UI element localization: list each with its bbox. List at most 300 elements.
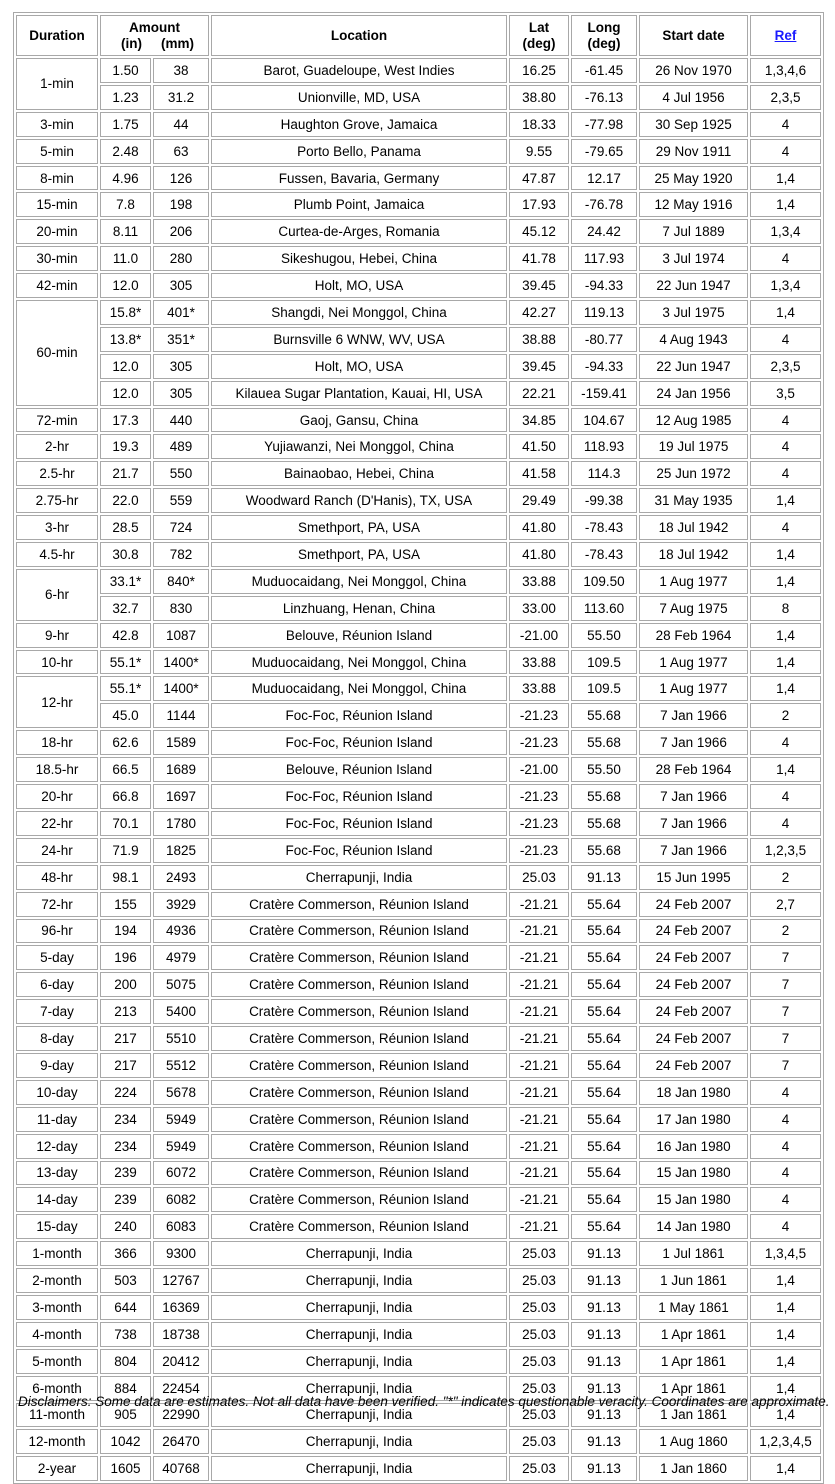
lat-cell: 18.33 — [509, 112, 569, 137]
lat-cell: 9.55 — [509, 139, 569, 164]
lat-cell: 25.03 — [509, 1376, 569, 1401]
ref-cell: 4 — [750, 461, 821, 486]
table-row — [16, 1456, 821, 1481]
start-date-cell: 18 Jan 1980 — [639, 1080, 748, 1105]
lat-cell: 25.03 — [509, 865, 569, 890]
header-amount-mm: (mm) — [161, 35, 194, 51]
table-row — [16, 1161, 821, 1186]
lat-cell: 25.03 — [509, 1403, 569, 1428]
start-date-cell: 7 Jul 1889 — [639, 219, 748, 244]
table-row — [16, 1053, 821, 1078]
location-cell: Cherrapunji, India — [211, 1349, 507, 1374]
long-cell: 55.68 — [571, 730, 637, 755]
location-cell: Cherrapunji, India — [211, 1376, 507, 1401]
duration-cell: 30-min — [16, 246, 98, 271]
start-date-cell: 1 Apr 1861 — [639, 1322, 748, 1347]
location-cell: Cherrapunji, India — [211, 1429, 507, 1454]
long-cell: -77.98 — [571, 112, 637, 137]
amount-mm-cell: 31.2 — [153, 85, 209, 110]
amount-mm-cell: 44 — [153, 112, 209, 137]
amount-mm-cell: 6072 — [153, 1161, 209, 1186]
lat-cell: -21.00 — [509, 757, 569, 782]
lat-cell: 17.93 — [509, 192, 569, 217]
location-cell: Barot, Guadeloupe, West Indies — [211, 58, 507, 83]
long-cell: 91.13 — [571, 1295, 637, 1320]
lat-cell: -21.23 — [509, 811, 569, 836]
table-row — [16, 730, 821, 755]
amount-mm-cell: 1825 — [153, 838, 209, 863]
rainfall-records-table — [13, 12, 824, 1484]
table-row — [16, 300, 821, 325]
amount-mm-cell: 9300 — [153, 1241, 209, 1266]
location-cell: Curtea-de-Arges, Romania — [211, 219, 507, 244]
location-cell: Cratère Commerson, Réunion Island — [211, 1161, 507, 1186]
long-cell: 91.13 — [571, 1322, 637, 1347]
long-cell: -76.13 — [571, 85, 637, 110]
ref-cell: 4 — [750, 515, 821, 540]
duration-cell: 5-day — [16, 945, 98, 970]
amount-mm-cell: 16369 — [153, 1295, 209, 1320]
duration-cell: 4-month — [16, 1322, 98, 1347]
long-cell: 12.17 — [571, 166, 637, 191]
start-date-cell: 1 Apr 1861 — [639, 1349, 748, 1374]
long-cell: 91.13 — [571, 1268, 637, 1293]
amount-mm-cell: 1689 — [153, 757, 209, 782]
table-row — [16, 112, 821, 137]
amount-mm-cell: 206 — [153, 219, 209, 244]
lat-cell: 33.88 — [509, 650, 569, 675]
long-cell: 91.13 — [571, 1349, 637, 1374]
location-cell: Yujiawanzi, Nei Monggol, China — [211, 434, 507, 459]
table-row — [16, 811, 821, 836]
ref-cell: 1,3,4 — [750, 273, 821, 298]
duration-cell: 72-hr — [16, 892, 98, 917]
amount-mm-cell: 4979 — [153, 945, 209, 970]
start-date-cell: 1 Jan 1861 — [639, 1403, 748, 1428]
location-cell: Cratère Commerson, Réunion Island — [211, 999, 507, 1024]
amount-in-cell: 12.0 — [100, 273, 151, 298]
amount-in-cell: 70.1 — [100, 811, 151, 836]
ref-cell: 1,4 — [750, 623, 821, 648]
long-cell: -78.43 — [571, 515, 637, 540]
amount-in-cell: 196 — [100, 945, 151, 970]
location-cell: Holt, MO, USA — [211, 354, 507, 379]
ref-cell: 1,4 — [750, 1268, 821, 1293]
lat-cell: 25.03 — [509, 1241, 569, 1266]
ref-cell: 8 — [750, 596, 821, 621]
amount-in-cell: 1042 — [100, 1429, 151, 1454]
long-cell: 91.13 — [571, 1241, 637, 1266]
header-start-date: Start date — [639, 15, 748, 56]
location-cell: Belouve, Réunion Island — [211, 757, 507, 782]
ref-cell: 1,4 — [750, 1349, 821, 1374]
location-cell: Woodward Ranch (D'Hanis), TX, USA — [211, 488, 507, 513]
lat-cell: 25.03 — [509, 1429, 569, 1454]
amount-mm-cell: 840* — [153, 569, 209, 594]
amount-in-cell: 240 — [100, 1214, 151, 1239]
location-cell: Cratère Commerson, Réunion Island — [211, 892, 507, 917]
long-cell: 118.93 — [571, 434, 637, 459]
amount-in-cell: 13.8* — [100, 327, 151, 352]
table-row — [16, 461, 821, 486]
start-date-cell: 16 Jan 1980 — [639, 1134, 748, 1159]
start-date-cell: 24 Jan 1956 — [639, 381, 748, 406]
location-cell: Cratère Commerson, Réunion Island — [211, 1053, 507, 1078]
ref-cell: 1,2,3,4,5 — [750, 1429, 821, 1454]
location-cell: Muduocaidang, Nei Monggol, China — [211, 650, 507, 675]
duration-cell: 15-day — [16, 1214, 98, 1239]
amount-in-cell: 55.1* — [100, 650, 151, 675]
long-cell: 55.64 — [571, 1214, 637, 1239]
disclaimer-text: Disclaimers: Some data are estimates. Not all data have been verified. "*" indicates questionable veracity. Coordinates are approximate. — [18, 1394, 830, 1409]
long-cell: -80.77 — [571, 327, 637, 352]
location-cell: Cherrapunji, India — [211, 865, 507, 890]
table-row — [16, 999, 821, 1024]
amount-mm-cell: 5400 — [153, 999, 209, 1024]
ref-cell: 2,3,5 — [750, 354, 821, 379]
duration-cell: 24-hr — [16, 838, 98, 863]
ref-cell: 4 — [750, 1134, 821, 1159]
table-row — [16, 219, 821, 244]
long-cell: 55.68 — [571, 838, 637, 863]
amount-mm-cell: 280 — [153, 246, 209, 271]
table-row — [16, 327, 821, 352]
table-row — [16, 1107, 821, 1132]
location-cell: Kilauea Sugar Plantation, Kauai, HI, USA — [211, 381, 507, 406]
ref-cell: 1,4 — [750, 166, 821, 191]
duration-cell: 60-min — [16, 300, 98, 406]
amount-mm-cell: 351* — [153, 327, 209, 352]
long-cell: 55.64 — [571, 1080, 637, 1105]
long-cell: 91.13 — [571, 1456, 637, 1481]
amount-in-cell: 28.5 — [100, 515, 151, 540]
ref-cell: 4 — [750, 434, 821, 459]
duration-cell: 22-hr — [16, 811, 98, 836]
start-date-cell: 18 Jul 1942 — [639, 515, 748, 540]
amount-mm-cell: 1087 — [153, 623, 209, 648]
lat-cell: 25.03 — [509, 1295, 569, 1320]
start-date-cell: 1 Aug 1977 — [639, 569, 748, 594]
start-date-cell: 7 Jan 1966 — [639, 838, 748, 863]
lat-cell: -21.23 — [509, 784, 569, 809]
amount-in-cell: 200 — [100, 972, 151, 997]
start-date-cell: 1 Aug 1977 — [639, 650, 748, 675]
lat-cell: -21.21 — [509, 1053, 569, 1078]
amount-in-cell: 12.0 — [100, 381, 151, 406]
amount-in-cell: 11.0 — [100, 246, 151, 271]
start-date-cell: 1 Apr 1861 — [639, 1376, 748, 1401]
amount-mm-cell: 559 — [153, 488, 209, 513]
amount-in-cell: 33.1* — [100, 569, 151, 594]
start-date-cell: 1 Jun 1861 — [639, 1268, 748, 1293]
start-date-cell: 24 Feb 2007 — [639, 972, 748, 997]
ref-cell: 2 — [750, 919, 821, 944]
start-date-cell: 1 Jul 1861 — [639, 1241, 748, 1266]
table-row — [16, 892, 821, 917]
long-cell: -99.38 — [571, 488, 637, 513]
start-date-cell: 29 Nov 1911 — [639, 139, 748, 164]
long-cell: 114.3 — [571, 461, 637, 486]
location-cell: Muduocaidang, Nei Monggol, China — [211, 569, 507, 594]
lat-cell: -21.21 — [509, 945, 569, 970]
ref-cell: 1,2,3,5 — [750, 838, 821, 863]
start-date-cell: 1 Aug 1977 — [639, 676, 748, 701]
amount-in-cell: 2.48 — [100, 139, 151, 164]
duration-cell: 7-day — [16, 999, 98, 1024]
long-cell: -94.33 — [571, 354, 637, 379]
duration-cell: 10-hr — [16, 650, 98, 675]
duration-cell: 6-month — [16, 1376, 98, 1401]
location-cell: Cherrapunji, India — [211, 1268, 507, 1293]
lat-cell: 42.27 — [509, 300, 569, 325]
long-cell: 55.64 — [571, 892, 637, 917]
table-row — [16, 865, 821, 890]
start-date-cell: 7 Jan 1966 — [639, 811, 748, 836]
start-date-cell: 1 Aug 1860 — [639, 1429, 748, 1454]
location-cell: Cratère Commerson, Réunion Island — [211, 1214, 507, 1239]
amount-in-cell: 804 — [100, 1349, 151, 1374]
start-date-cell: 25 May 1920 — [639, 166, 748, 191]
header-amount-label: Amount — [129, 19, 180, 35]
table-row — [16, 650, 821, 675]
long-cell: -94.33 — [571, 273, 637, 298]
amount-in-cell: 66.5 — [100, 757, 151, 782]
long-cell: 55.50 — [571, 757, 637, 782]
location-cell: Cratère Commerson, Réunion Island — [211, 972, 507, 997]
amount-in-cell: 32.7 — [100, 596, 151, 621]
lat-cell: 25.03 — [509, 1349, 569, 1374]
location-cell: Muduocaidang, Nei Monggol, China — [211, 676, 507, 701]
ref-cell: 1,4 — [750, 1376, 821, 1401]
location-cell: Unionville, MD, USA — [211, 85, 507, 110]
duration-cell: 9-day — [16, 1053, 98, 1078]
table-row — [16, 381, 821, 406]
lat-cell: -21.21 — [509, 1214, 569, 1239]
amount-mm-cell: 1697 — [153, 784, 209, 809]
lat-cell: 25.03 — [509, 1456, 569, 1481]
ref-cell: 1,4 — [750, 300, 821, 325]
table-row — [16, 1295, 821, 1320]
duration-cell: 3-hr — [16, 515, 98, 540]
ref-cell: 4 — [750, 1187, 821, 1212]
amount-mm-cell: 40768 — [153, 1456, 209, 1481]
amount-mm-cell: 440 — [153, 408, 209, 433]
duration-cell: 6-day — [16, 972, 98, 997]
location-cell: Cherrapunji, India — [211, 1241, 507, 1266]
table-row — [16, 85, 821, 110]
long-cell: -79.65 — [571, 139, 637, 164]
ref-cell: 4 — [750, 112, 821, 137]
location-cell: Smethport, PA, USA — [211, 515, 507, 540]
long-cell: 55.64 — [571, 1187, 637, 1212]
ref-cell: 1,3,4 — [750, 219, 821, 244]
amount-in-cell: 503 — [100, 1268, 151, 1293]
duration-cell: 5-min — [16, 139, 98, 164]
location-cell: Foc-Foc, Réunion Island — [211, 784, 507, 809]
long-cell: 113.60 — [571, 596, 637, 621]
amount-mm-cell: 198 — [153, 192, 209, 217]
amount-mm-cell: 5678 — [153, 1080, 209, 1105]
lat-cell: 39.45 — [509, 354, 569, 379]
duration-cell: 6-hr — [16, 569, 98, 621]
table-row — [16, 1429, 821, 1454]
header-lat: Lat (deg) — [509, 15, 569, 56]
long-cell: -76.78 — [571, 192, 637, 217]
duration-cell: 2-hr — [16, 434, 98, 459]
long-cell: 91.13 — [571, 1429, 637, 1454]
table-row — [16, 1187, 821, 1212]
amount-mm-cell: 550 — [153, 461, 209, 486]
amount-mm-cell: 20412 — [153, 1349, 209, 1374]
amount-in-cell: 62.6 — [100, 730, 151, 755]
long-cell: 91.13 — [571, 1403, 637, 1428]
amount-in-cell: 4.96 — [100, 166, 151, 191]
table-row — [16, 784, 821, 809]
table-row — [16, 703, 821, 728]
duration-cell: 2.75-hr — [16, 488, 98, 513]
duration-cell: 13-day — [16, 1161, 98, 1186]
long-cell: 55.64 — [571, 972, 637, 997]
duration-cell: 5-month — [16, 1349, 98, 1374]
lat-cell: 41.58 — [509, 461, 569, 486]
location-cell: Cratère Commerson, Réunion Island — [211, 945, 507, 970]
start-date-cell: 25 Jun 1972 — [639, 461, 748, 486]
start-date-cell: 15 Jan 1980 — [639, 1187, 748, 1212]
amount-mm-cell: 1400* — [153, 676, 209, 701]
amount-in-cell: 17.3 — [100, 408, 151, 433]
amount-in-cell: 905 — [100, 1403, 151, 1428]
location-cell: Bainaobao, Hebei, China — [211, 461, 507, 486]
amount-mm-cell: 38 — [153, 58, 209, 83]
location-cell: Holt, MO, USA — [211, 273, 507, 298]
start-date-cell: 15 Jan 1980 — [639, 1161, 748, 1186]
table-row — [16, 192, 821, 217]
location-cell: Foc-Foc, Réunion Island — [211, 703, 507, 728]
duration-cell: 1-min — [16, 58, 98, 110]
ref-cell: 7 — [750, 1026, 821, 1051]
amount-in-cell: 366 — [100, 1241, 151, 1266]
lat-cell: -21.21 — [509, 1187, 569, 1212]
amount-mm-cell: 4936 — [153, 919, 209, 944]
header-amount — [100, 15, 209, 56]
start-date-cell: 26 Nov 1970 — [639, 58, 748, 83]
location-cell: Porto Bello, Panama — [211, 139, 507, 164]
long-cell: 55.64 — [571, 1026, 637, 1051]
ref-cell: 4 — [750, 246, 821, 271]
start-date-cell: 24 Feb 2007 — [639, 999, 748, 1024]
long-cell: 117.93 — [571, 246, 637, 271]
amount-in-cell: 42.8 — [100, 623, 151, 648]
long-cell: 24.42 — [571, 219, 637, 244]
location-cell: Cratère Commerson, Réunion Island — [211, 919, 507, 944]
location-cell: Cherrapunji, India — [211, 1456, 507, 1481]
location-cell: Cherrapunji, India — [211, 1295, 507, 1320]
ref-cell: 3,5 — [750, 381, 821, 406]
table-row — [16, 434, 821, 459]
ref-cell: 1,4 — [750, 1295, 821, 1320]
amount-in-cell: 239 — [100, 1187, 151, 1212]
amount-mm-cell: 830 — [153, 596, 209, 621]
start-date-cell: 24 Feb 2007 — [639, 1026, 748, 1051]
header-duration: Duration — [16, 15, 98, 56]
ref-cell: 7 — [750, 945, 821, 970]
amount-in-cell: 1.23 — [100, 85, 151, 110]
long-cell: -159.41 — [571, 381, 637, 406]
duration-cell: 8-min — [16, 166, 98, 191]
amount-mm-cell: 724 — [153, 515, 209, 540]
amount-in-cell: 15.8* — [100, 300, 151, 325]
amount-in-cell: 98.1 — [100, 865, 151, 890]
amount-mm-cell: 63 — [153, 139, 209, 164]
duration-cell: 3-month — [16, 1295, 98, 1320]
amount-mm-cell: 782 — [153, 542, 209, 567]
start-date-cell: 7 Jan 1966 — [639, 784, 748, 809]
header-row — [16, 15, 821, 56]
amount-in-cell: 217 — [100, 1026, 151, 1051]
duration-cell: 9-hr — [16, 623, 98, 648]
start-date-cell: 24 Feb 2007 — [639, 1053, 748, 1078]
location-cell: Foc-Foc, Réunion Island — [211, 811, 507, 836]
ref-cell: 7 — [750, 972, 821, 997]
duration-cell: 11-day — [16, 1107, 98, 1132]
amount-in-cell: 234 — [100, 1107, 151, 1132]
amount-mm-cell: 3929 — [153, 892, 209, 917]
amount-in-cell: 55.1* — [100, 676, 151, 701]
start-date-cell: 19 Jul 1975 — [639, 434, 748, 459]
amount-in-cell: 1605 — [100, 1456, 151, 1481]
lat-cell: -21.21 — [509, 1107, 569, 1132]
long-cell: 104.67 — [571, 408, 637, 433]
lat-cell: 34.85 — [509, 408, 569, 433]
lat-cell: 38.88 — [509, 327, 569, 352]
duration-cell: 12-month — [16, 1429, 98, 1454]
amount-mm-cell: 401* — [153, 300, 209, 325]
location-cell: Haughton Grove, Jamaica — [211, 112, 507, 137]
long-cell: 55.68 — [571, 811, 637, 836]
amount-in-cell: 12.0 — [100, 354, 151, 379]
location-cell: Cratère Commerson, Réunion Island — [211, 1134, 507, 1159]
amount-mm-cell: 305 — [153, 354, 209, 379]
lat-cell: 33.00 — [509, 596, 569, 621]
amount-mm-cell: 1400* — [153, 650, 209, 675]
lat-cell: -21.21 — [509, 999, 569, 1024]
location-cell: Burnsville 6 WNW, WV, USA — [211, 327, 507, 352]
duration-cell: 2-month — [16, 1268, 98, 1293]
start-date-cell: 12 Aug 1985 — [639, 408, 748, 433]
table-row — [16, 945, 821, 970]
start-date-cell: 3 Jul 1975 — [639, 300, 748, 325]
table-row — [16, 1268, 821, 1293]
amount-in-cell: 1.75 — [100, 112, 151, 137]
ref-cell: 4 — [750, 1080, 821, 1105]
ref-cell: 1,4 — [750, 488, 821, 513]
amount-in-cell: 71.9 — [100, 838, 151, 863]
amount-in-cell: 234 — [100, 1134, 151, 1159]
ref-cell: 4 — [750, 327, 821, 352]
ref-cell: 1,4 — [750, 1456, 821, 1481]
lat-cell: -21.00 — [509, 623, 569, 648]
duration-cell: 72-min — [16, 408, 98, 433]
location-cell: Cratère Commerson, Réunion Island — [211, 1080, 507, 1105]
ref-link[interactable]: Ref — [774, 27, 797, 43]
lat-cell: 16.25 — [509, 58, 569, 83]
location-cell: Cherrapunji, India — [211, 1322, 507, 1347]
lat-cell: 41.78 — [509, 246, 569, 271]
lat-cell: 41.80 — [509, 542, 569, 567]
long-cell: 55.64 — [571, 919, 637, 944]
start-date-cell: 4 Jul 1956 — [639, 85, 748, 110]
ref-cell: 1,3,4,6 — [750, 58, 821, 83]
